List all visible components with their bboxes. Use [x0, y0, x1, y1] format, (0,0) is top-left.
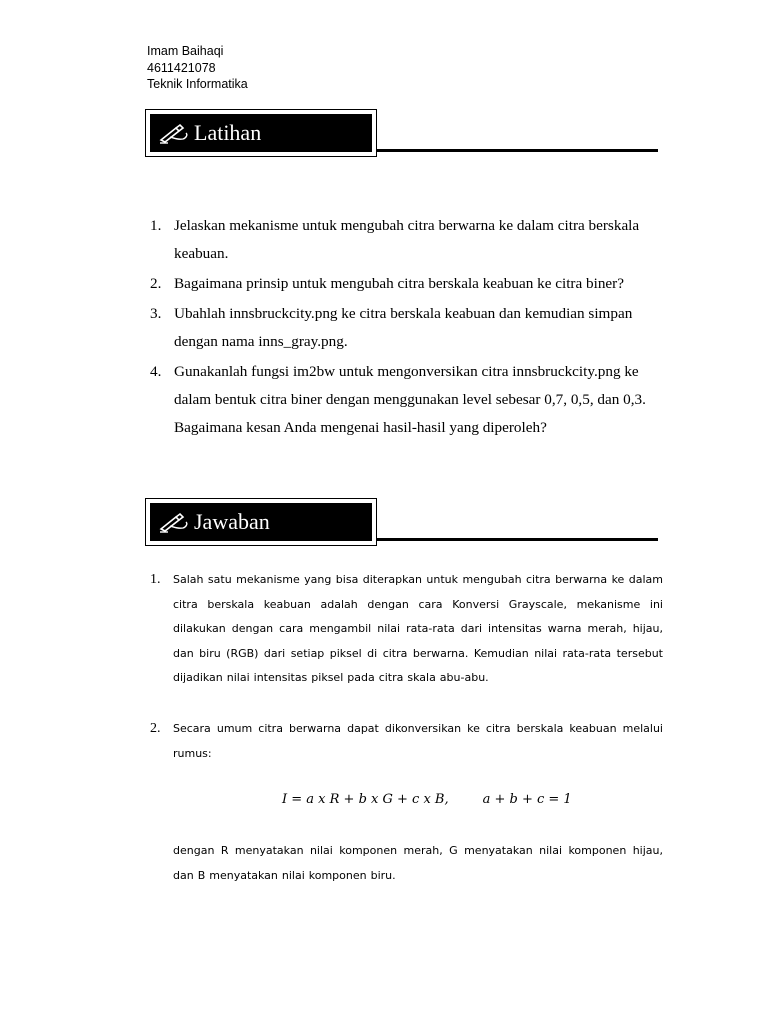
question-list [148, 212, 668, 444]
question-text: Jelaskan mekanisme untuk mengubah citra berwarna ke dalam citra berskala keabuan. [174, 217, 640, 262]
list-item [148, 270, 668, 298]
writing-hand-icon [158, 120, 192, 146]
jawaban-heading-band [150, 503, 372, 541]
grayscale-formula [282, 792, 572, 807]
question-number: 1. [150, 217, 162, 234]
answer-2-followup: dengan R menyatakan nilai komponen merah, G menyatakan nilai komponen hijau, dan B menyatakan nilai komponen biru. [173, 844, 663, 882]
formula-weighted-sum: I = a x R + b x G + c x B, [282, 792, 449, 807]
answer-number: 2. [150, 721, 161, 736]
question-number: 3. [150, 305, 162, 322]
question-text: Bagaimana prinsip untuk mengubah citra berskala keabuan ke citra biner? [174, 275, 624, 292]
answer-number: 1. [150, 572, 161, 587]
latihan-heading-band [150, 114, 372, 152]
writing-hand-icon [158, 509, 192, 535]
latihan-title: Latihan [194, 120, 262, 145]
latihan-heading [145, 109, 658, 159]
list-item [148, 212, 668, 268]
question-number: 4. [150, 363, 162, 380]
question-text: Ubahlah innsbruckcity.png ke citra berskala keabuan dan kemudian simpan dengan nama inns_gray.png. [174, 305, 633, 350]
jawaban-title: Jawaban [194, 509, 270, 534]
latihan-heading-box [145, 109, 377, 157]
author-info [147, 43, 248, 93]
answer-item [148, 568, 663, 691]
answer-text: Secara umum citra berwarna dapat dikonversikan ke citra berskala keabuan melalui rumus: [173, 722, 663, 760]
author-student-id: 4611421078 [147, 60, 216, 75]
answer-text: Salah satu mekanisme yang bisa diterapkan untuk mengubah citra berwarna ke dalam citra berskala keabuan adalah dengan cara Konversi Grayscale, mekanisme ini dilakukan dengan cara mengambil nilai rata-rata dari intensitas warna merah, hijau, dan biru (RGB) dari setiap piksel di citra berwarna. Kemudian nilai rata-rata tersebut dijadikan nilai intensitas piksel pada citra skala abu-abu. [173, 573, 663, 684]
question-text: Gunakanlah fungsi im2bw untuk mengonversikan citra innsbruckcity.png ke dalam bentuk citra biner dengan menggunakan level sebesar 0,7, 0,5, dan 0,3. Bagaimana kesan Anda mengenai hasil-hasil yang diperoleh? [174, 363, 646, 436]
question-number: 2. [150, 275, 162, 292]
formula-weight-constraint: a + b + c = 1 [482, 792, 572, 807]
list-item [148, 358, 668, 442]
jawaban-divider [377, 538, 658, 541]
list-item [148, 300, 668, 356]
jawaban-heading [145, 498, 658, 548]
answer-item [148, 717, 663, 766]
jawaban-heading-box [145, 498, 377, 546]
author-name: Imam Baihaqi [147, 44, 224, 58]
latihan-divider [377, 149, 658, 152]
author-department: Teknik Informatika [147, 77, 248, 91]
